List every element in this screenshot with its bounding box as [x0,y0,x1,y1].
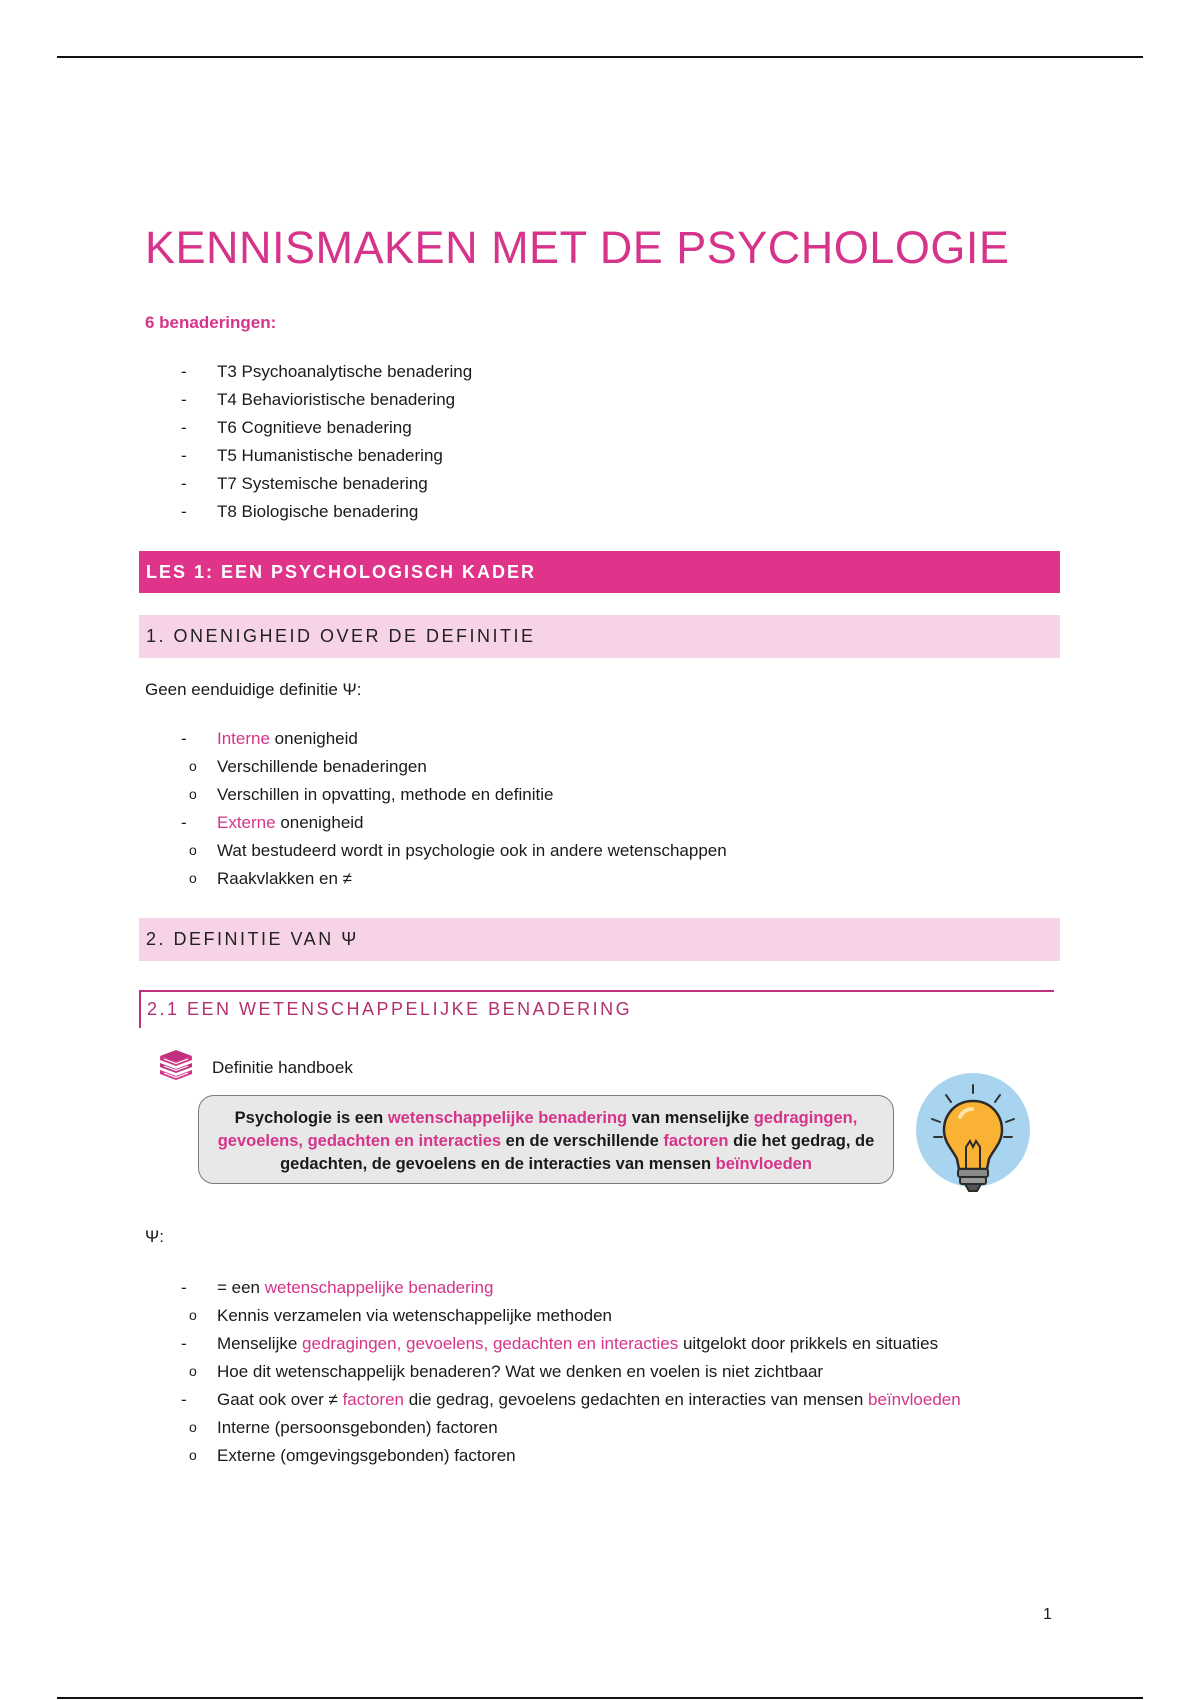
list-keyword: gedragingen, gevoelens, gedachten en interacties [302,1334,679,1353]
list-item-text: Menselijke [217,1334,303,1353]
definition-text: gedachten, de gevoelens en de interacties van mensen [280,1155,716,1173]
list-item: - T3 Psychoanalytische benadering [145,358,472,386]
list-item-text: Gaat ook over ≠ [217,1390,343,1409]
list-item: - T5 Humanistische benadering [145,442,472,470]
definition-keyword: factoren [663,1132,729,1150]
keyword-internal: Interne [217,729,270,748]
list-item [145,1274,961,1330]
books-icon [156,1046,196,1086]
lesson-heading: LES 1: EEN PSYCHOLOGISCH KADER [139,551,1060,593]
list-item-text: die gedrag, gevoelens gedachten en interacties van mensen [404,1390,869,1409]
lightbulb-icon [916,1073,1031,1203]
list-item: - T6 Cognitieve benadering [145,414,472,442]
sub-list-item: o Interne (persoonsgebonden) factoren [145,1414,961,1442]
section1-intro: Geen eenduidige definitie Ψ: [145,680,362,699]
list-item [145,809,727,893]
list-keyword: beïnvloeden [868,1390,961,1409]
list-keyword: factoren [342,1390,404,1409]
page-number: 1 [1043,1606,1052,1623]
section1-heading: 1. ONENIGHEID OVER DE DEFINITIE [139,615,1060,658]
sub-list [145,1358,961,1386]
list-keyword: wetenschappelijke benadering [264,1278,494,1297]
definition-text: van menselijke [627,1109,754,1127]
page-title: KENNISMAKEN MET DE PSYCHOLOGIE [145,222,1010,273]
definition-label: Definitie handboek [212,1058,353,1077]
list-item [145,1330,961,1386]
sub-list-item: o Wat bestudeerd wordt in psychologie ook in andere wetenschappen [145,837,727,865]
definition-box [198,1095,894,1184]
definition-text: die het gedrag, de [728,1132,875,1150]
sub-list-item: o Externe (omgevingsgebonden) factoren [145,1442,961,1470]
sub-list-item: o Verschillen in opvatting, methode en definitie [145,781,727,809]
footer-rule [57,1697,1143,1699]
list-item-text: uitgelokt door prikkels en situaties [678,1334,939,1353]
sub-list-item: o Raakvlakken en ≠ [145,865,727,893]
section2-heading: 2. DEFINITIE VAN Ψ [139,918,1060,961]
sub-list-item: o Kennis verzamelen via wetenschappelijke methoden [145,1302,961,1330]
header-rule [57,56,1143,58]
list-item: - T4 Behavioristische benadering [145,386,472,414]
psychology-points-list [145,1274,961,1470]
approaches-list [145,358,472,526]
list-item-text: onenigheid [269,729,358,748]
sub-list-item: o Hoe dit wetenschappelijk benaderen? Wat we denken en voelen is niet zichtbaar [145,1358,961,1386]
sub-list [145,1414,961,1470]
definition-text: en de verschillende [501,1132,664,1150]
approaches-label: 6 benaderingen: [145,313,277,332]
list-item-text: = een [217,1278,265,1297]
list-item: - T8 Biologische benadering [145,498,472,526]
list-item: - T7 Systemische benadering [145,470,472,498]
definition-keyword: gevoelens, gedachten en interacties [217,1132,502,1150]
definition-keyword: beïnvloeden [715,1155,812,1173]
definition-text: Psychologie is een [234,1109,388,1127]
list-item [145,1386,961,1470]
list-item-text: onenigheid [275,813,364,832]
sub-list-item: o Verschillende benaderingen [145,753,727,781]
keyword-external: Externe [217,813,276,832]
psi-label: Ψ: [145,1227,164,1246]
sub-list [145,1302,961,1330]
definition-keyword: gedragingen, [753,1109,858,1127]
subsection-heading: 2.1 EEN WETENSCHAPPELIJKE BENADERING [139,990,1054,1028]
list-item [145,725,727,809]
sub-list [145,837,727,893]
sub-list [145,753,727,809]
disagreement-list [145,725,727,893]
definition-keyword: wetenschappelijke benadering [387,1109,628,1127]
